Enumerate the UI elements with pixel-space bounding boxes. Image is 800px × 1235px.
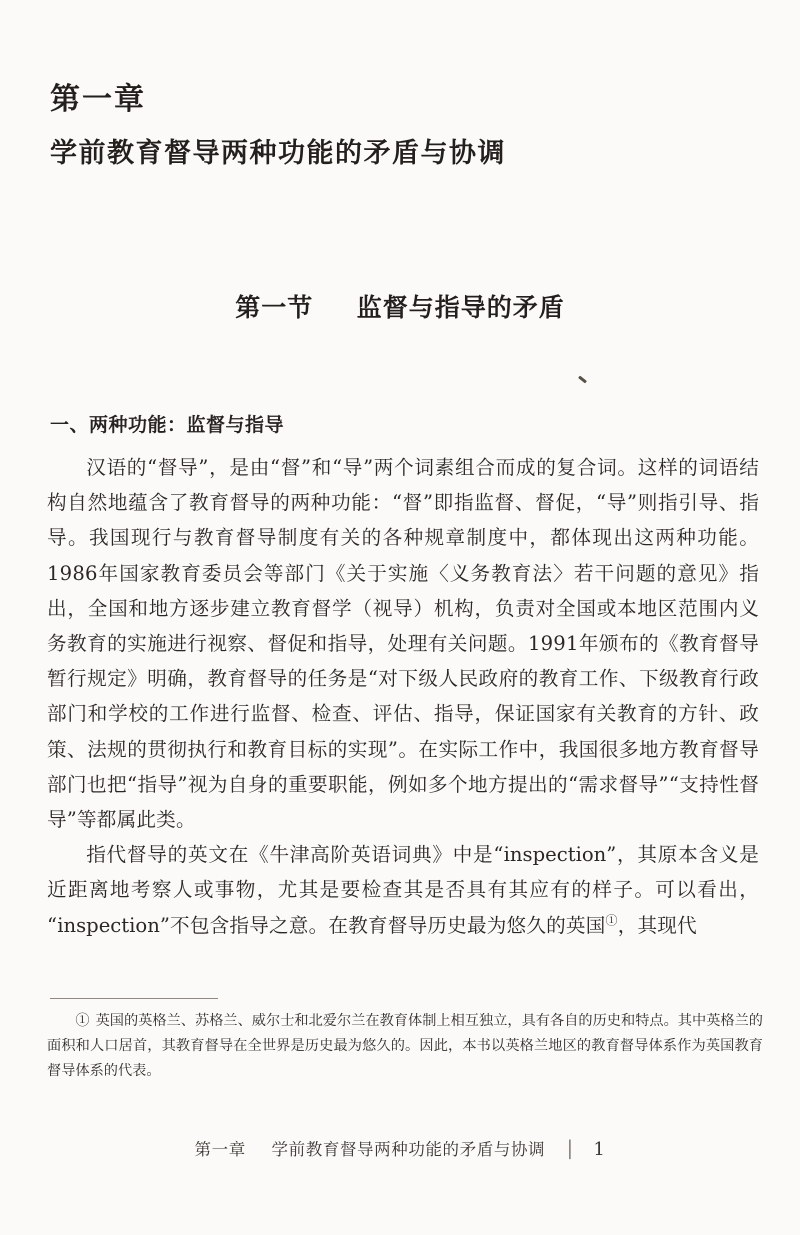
- paragraph-2-part-4: ，其现代: [617, 913, 697, 937]
- section-title: [0, 288, 800, 324]
- page-footer: [0, 1136, 800, 1160]
- term-inspection-second: inspection: [57, 913, 160, 937]
- footnote-reference-marker[interactable]: ①: [605, 913, 618, 928]
- page-number: 1: [593, 1139, 606, 1160]
- chapter-title: 学前教育督导两种功能的矛盾与协调: [50, 137, 506, 169]
- section-title-text: 监督与指导的矛盾: [356, 293, 565, 322]
- footnote-text: 英国的英格兰、苏格兰、威尔士和北爱尔兰在教育体制上相互独立，具有各自的历史和特点。其中英格兰的面积和人口居首，其教育督导在全世界是历史最为悠久的。因此，本书以英格兰地区的教育督导体系作为英国教育督导体系的代表。: [47, 1013, 763, 1079]
- paragraph-2: [47, 837, 759, 943]
- footnote-block: [47, 1009, 763, 1084]
- paragraph-2-part-3: ”不包含指导之意。在教育督导历史最为悠久的英国: [159, 913, 606, 937]
- footnote-marker: ①: [75, 1013, 90, 1029]
- scan-artifact-mark: [578, 376, 587, 384]
- footer-separator: │: [565, 1140, 576, 1159]
- chapter-heading: [50, 78, 750, 174]
- section-label: 第一节: [235, 293, 314, 322]
- paragraph-1: 汉语的“督导”，是由“督”和“导”两个词素组合而成的复合词。这样的词语结构自然地蕴含了教育督导的两种功能：“督”即指监督、督促，“导”则指引导、指导。我国现行与教育督导制度有关的各种规章制度中，都体现出这两种功能。1986年国家教育委员会等部门《关于实施〈义务教育法〉若干问题的意见》指出，全国和地方逐步建立教育督学（视导）机构，负责对全国或本地区范围内义务教育的实施进行视察、督促和指导，处理有关问题。1991年颁布的《教育督导暂行规定》明确，教育督导的任务是“对下级人民政府的教育工作、下级教育行政部门和学校的工作进行监督、检查、评估、指导，保证国家有关教育的方针、政策、法规的贯彻执行和教育目标的实现”。在实际工作中，我国很多地方教育督导部门也把“指导”视为自身的重要职能，例如多个地方提出的“需求督导”“支持性督导”等都属此类。: [47, 456, 759, 832]
- footer-chapter-number: 第一章: [194, 1140, 246, 1159]
- footer-chapter-title: 学前教育督导两种功能的矛盾与协调: [271, 1140, 546, 1159]
- paragraph-2-part-2: ”，其原本含义是近距离地考察人或事物，尤其是要检查其是否具有其应有的样子。可以看出，“: [47, 843, 759, 937]
- subsection-heading: 一、两种功能：监督与指导: [50, 414, 285, 436]
- body-text: [47, 450, 759, 943]
- paragraph-2-part-1: 指代督导的英文在《牛津高阶英语词典》中是“: [86, 843, 504, 867]
- term-inspection-first: inspection: [503, 843, 607, 867]
- chapter-number: 第一章: [50, 82, 146, 117]
- footnote-separator-rule: [50, 998, 218, 999]
